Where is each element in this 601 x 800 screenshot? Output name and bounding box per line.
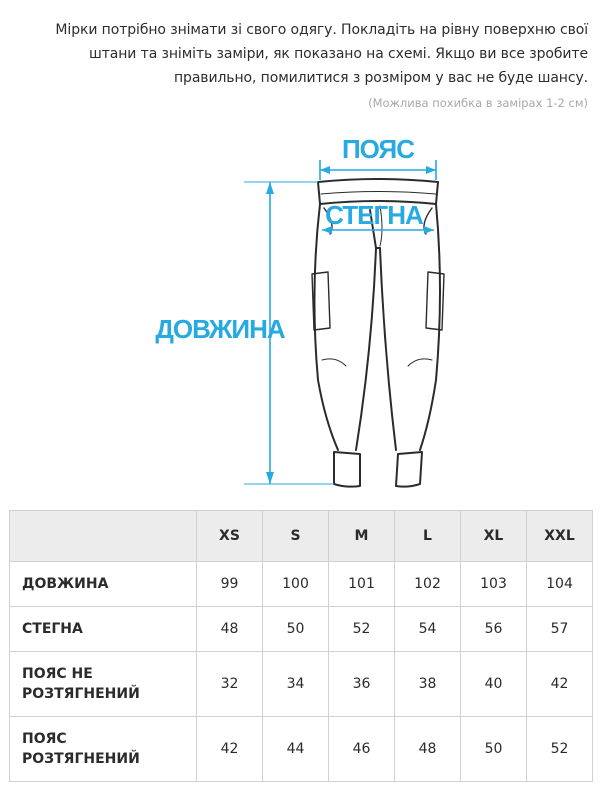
size-header-row: [10, 511, 593, 562]
table-cell: 104: [527, 562, 593, 607]
table-cell: 44: [263, 717, 329, 782]
corner-cell: [10, 511, 197, 562]
table-cell: 57: [527, 607, 593, 652]
size-header: XL: [461, 511, 527, 562]
table-row: [10, 607, 593, 652]
table-cell: 40: [461, 652, 527, 717]
table-cell: 42: [197, 717, 263, 782]
table-cell: 50: [263, 607, 329, 652]
size-header: M: [329, 511, 395, 562]
table-cell: 103: [461, 562, 527, 607]
table-cell: 52: [527, 717, 593, 782]
row-label-length: ДОВЖИНА: [10, 562, 197, 607]
size-header: XS: [197, 511, 263, 562]
table-row: [10, 562, 593, 607]
row-label-line: ПОЯС: [22, 731, 67, 747]
waist-label: ПОЯС: [341, 134, 415, 164]
table-cell: 36: [329, 652, 395, 717]
size-header: XXL: [527, 511, 593, 562]
pants-measurement-diagram: [0, 120, 601, 500]
table-cell: 48: [395, 717, 461, 782]
intro-text: Мірки потрібно знімати зі свого одягу. Покладіть на рівну поверхню свої штани та зніміть заміри, як показано на схемі. Якщо ви все зробите правильно, помилитися з розміром у вас не буде шансу.: [55, 22, 588, 86]
table-cell: 48: [197, 607, 263, 652]
table-cell: 56: [461, 607, 527, 652]
hips-label: СТЕГНА: [325, 200, 423, 230]
row-label-hips: СТЕГНА: [10, 607, 197, 652]
table-cell: 34: [263, 652, 329, 717]
table-row: [10, 652, 593, 717]
table-cell: 102: [395, 562, 461, 607]
table-cell: 42: [527, 652, 593, 717]
table-cell: 100: [263, 562, 329, 607]
table-row: [10, 717, 593, 782]
row-label-line: РОЗТЯГНЕНИЙ: [22, 686, 140, 702]
row-label-waist-stretched: [10, 717, 197, 782]
row-label-waist-relaxed: [10, 652, 197, 717]
table-cell: 32: [197, 652, 263, 717]
table-cell: 38: [395, 652, 461, 717]
length-label: ДОВЖИНА: [155, 314, 285, 344]
table-cell: 99: [197, 562, 263, 607]
size-header: S: [263, 511, 329, 562]
measurement-error-note: (Можлива похибка в замірах 1-2 см): [368, 96, 588, 110]
table-cell: 52: [329, 607, 395, 652]
row-label-line: РОЗТЯГНЕНИЙ: [22, 751, 140, 767]
row-label-line: ПОЯС НЕ: [22, 666, 93, 682]
table-cell: 50: [461, 717, 527, 782]
table-cell: 101: [329, 562, 395, 607]
table-cell: 54: [395, 607, 461, 652]
table-cell: 46: [329, 717, 395, 782]
size-header: L: [395, 511, 461, 562]
size-table: [9, 510, 593, 782]
